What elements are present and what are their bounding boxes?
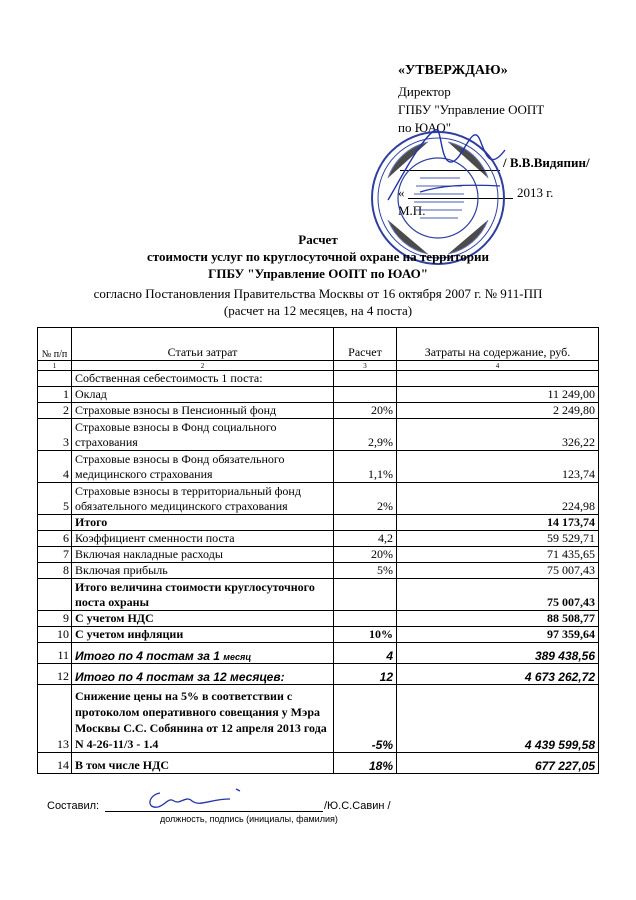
row-rate: 4,2 xyxy=(334,531,397,547)
row-item: Включая накладные расходы xyxy=(72,547,334,563)
row-num: 11 xyxy=(38,643,72,664)
table-row-subtotal xyxy=(38,515,599,531)
row-cost: 59 529,71 xyxy=(397,531,599,547)
row-item: С учетом инфляции xyxy=(72,627,334,643)
row-num: 8 xyxy=(38,563,72,579)
row-item: Итого величина стоимости круглосуточного поста охраны xyxy=(72,579,334,611)
cost-table xyxy=(37,327,599,774)
row-item: Итого по 4 постам за 12 месяцев: xyxy=(72,664,334,685)
approval-mp: М.П. xyxy=(398,203,426,218)
row-item: Оклад xyxy=(72,387,334,403)
row-rate: 18% xyxy=(334,753,397,774)
table-row xyxy=(38,387,599,403)
row-cost: 75 007,43 xyxy=(397,563,599,579)
row-cost: 71 435,65 xyxy=(397,547,599,563)
row-num: 3 xyxy=(38,419,72,451)
table-header-row xyxy=(38,328,599,361)
index-cell: 4 xyxy=(397,361,599,371)
index-row xyxy=(38,361,599,371)
row-item: Страховые взносы в территориальный фонд обязательного медицинского страхования xyxy=(72,483,334,515)
row-cost: 14 173,74 xyxy=(397,515,599,531)
compiler-signature xyxy=(140,785,260,815)
row-num xyxy=(38,371,72,387)
header-cost: Затраты на содержание, руб. xyxy=(397,328,599,361)
table-row xyxy=(38,547,599,563)
row-cost: 4 439 599,58 xyxy=(397,685,599,753)
table-row xyxy=(38,451,599,483)
row-item xyxy=(72,643,334,664)
doc-title-line3: ГПБУ "Управление ООПТ по ЮАО" xyxy=(208,266,428,281)
row-item: Коэффициент сменности поста xyxy=(72,531,334,547)
footer-name: /Ю.С.Савин / xyxy=(324,800,391,812)
table-row xyxy=(38,563,599,579)
table-row xyxy=(38,611,599,627)
table-row xyxy=(38,531,599,547)
row-rate: 1,1% xyxy=(334,451,397,483)
row-num xyxy=(38,579,72,611)
row-rate: 20% xyxy=(334,403,397,419)
approval-signer: / В.В.Видяпин/ xyxy=(503,155,590,170)
row-item: С учетом НДС xyxy=(72,611,334,627)
row-cost: 97 359,64 xyxy=(397,627,599,643)
index-cell: 1 xyxy=(38,361,72,371)
table-row-total xyxy=(38,579,599,611)
row-item-text: Итого по 4 постам за 1 xyxy=(75,649,220,663)
row-cost: 2 249,80 xyxy=(397,403,599,419)
approval-position: Директор xyxy=(398,84,451,99)
row-num xyxy=(38,515,72,531)
row-cost: 11 249,00 xyxy=(397,387,599,403)
row-rate: 10% xyxy=(334,627,397,643)
row-num: 5 xyxy=(38,483,72,515)
table-row xyxy=(38,419,599,451)
approval-org-line2: по ЮАО" xyxy=(398,120,452,135)
table-row xyxy=(38,403,599,419)
row-cost: 75 007,43 xyxy=(397,579,599,611)
row-rate xyxy=(334,611,397,627)
row-rate: 20% xyxy=(334,547,397,563)
header-rate: Расчет xyxy=(334,328,397,361)
row-num: 12 xyxy=(38,664,72,685)
row-num: 1 xyxy=(38,387,72,403)
row-item: Страховые взносы в Фонд социального страхования xyxy=(72,419,334,451)
row-num: 14 xyxy=(38,753,72,774)
row-rate xyxy=(334,515,397,531)
row-item: Страховые взносы в Фонд обязательного медицинского страхования xyxy=(72,451,334,483)
doc-subtitle-line2: (расчет на 12 месяцев, на 4 поста) xyxy=(223,303,413,318)
doc-subtitle: согласно Постановления Правительства Москвы от 16 октября 2007 г. № 911-ПП xyxy=(93,286,543,301)
approval-date-year: 2013 г. xyxy=(517,185,554,200)
row-cost: 389 438,56 xyxy=(397,643,599,664)
row-rate: 4 xyxy=(334,643,397,664)
row-cost: 4 673 262,72 xyxy=(397,664,599,685)
row-item: Включая прибыль xyxy=(72,563,334,579)
table-row-vat xyxy=(38,753,599,774)
table-row xyxy=(38,371,599,387)
row-rate: 12 xyxy=(334,664,397,685)
approval-heading: «УТВЕРЖДАЮ» xyxy=(398,63,508,78)
row-num: 7 xyxy=(38,547,72,563)
table-row xyxy=(38,627,599,643)
row-cost xyxy=(397,371,599,387)
row-cost: 123,74 xyxy=(397,451,599,483)
approval-org-line1: ГПБУ "Управление ООПТ xyxy=(398,102,545,117)
table-row-discount xyxy=(38,685,599,753)
row-rate: 5% xyxy=(334,563,397,579)
approval-date-quote: « xyxy=(398,185,405,200)
table-row xyxy=(38,664,599,685)
row-item: В том числе НДС xyxy=(72,753,334,774)
footer-note: должность, подпись (инициалы, фамилия) xyxy=(160,814,338,824)
row-cost: 326,22 xyxy=(397,419,599,451)
row-item-suffix: месяц xyxy=(223,652,252,662)
row-item: Итого xyxy=(72,515,334,531)
row-cost: 88 508,77 xyxy=(397,611,599,627)
table-row xyxy=(38,643,599,664)
row-rate: 2,9% xyxy=(334,419,397,451)
doc-title: Расчет xyxy=(298,232,338,247)
row-item: Собственная себестоимость 1 поста: xyxy=(72,371,334,387)
row-cost: 224,98 xyxy=(397,483,599,515)
header-item: Статьи затрат xyxy=(72,328,334,361)
index-cell: 3 xyxy=(334,361,397,371)
header-num: № п/п xyxy=(38,328,72,361)
row-cost: 677 227,05 xyxy=(397,753,599,774)
row-rate xyxy=(334,371,397,387)
row-num: 13 xyxy=(38,685,72,753)
row-num: 6 xyxy=(38,531,72,547)
index-cell: 2 xyxy=(72,361,334,371)
footer-compiled-by xyxy=(47,800,99,812)
row-rate: 2% xyxy=(334,483,397,515)
row-num: 10 xyxy=(38,627,72,643)
row-rate: -5% xyxy=(334,685,397,753)
row-num: 9 xyxy=(38,611,72,627)
row-rate xyxy=(334,579,397,611)
row-rate xyxy=(334,387,397,403)
row-num: 4 xyxy=(38,451,72,483)
footer-label: Составил: xyxy=(47,800,100,812)
doc-title-line2: стоимости услуг по круглосуточной охране на территории xyxy=(147,249,489,264)
row-item: Страховые взносы в Пенсионный фонд xyxy=(72,403,334,419)
row-num: 2 xyxy=(38,403,72,419)
director-signature xyxy=(380,100,510,210)
table-row xyxy=(38,483,599,515)
row-item: Снижение цены на 5% в соответствии с протоколом оперативного совещания у Мэра Москвы С.С. Собянина от 12 апреля 2013 года N 4-26-11/3 - 1.4 xyxy=(72,685,334,753)
